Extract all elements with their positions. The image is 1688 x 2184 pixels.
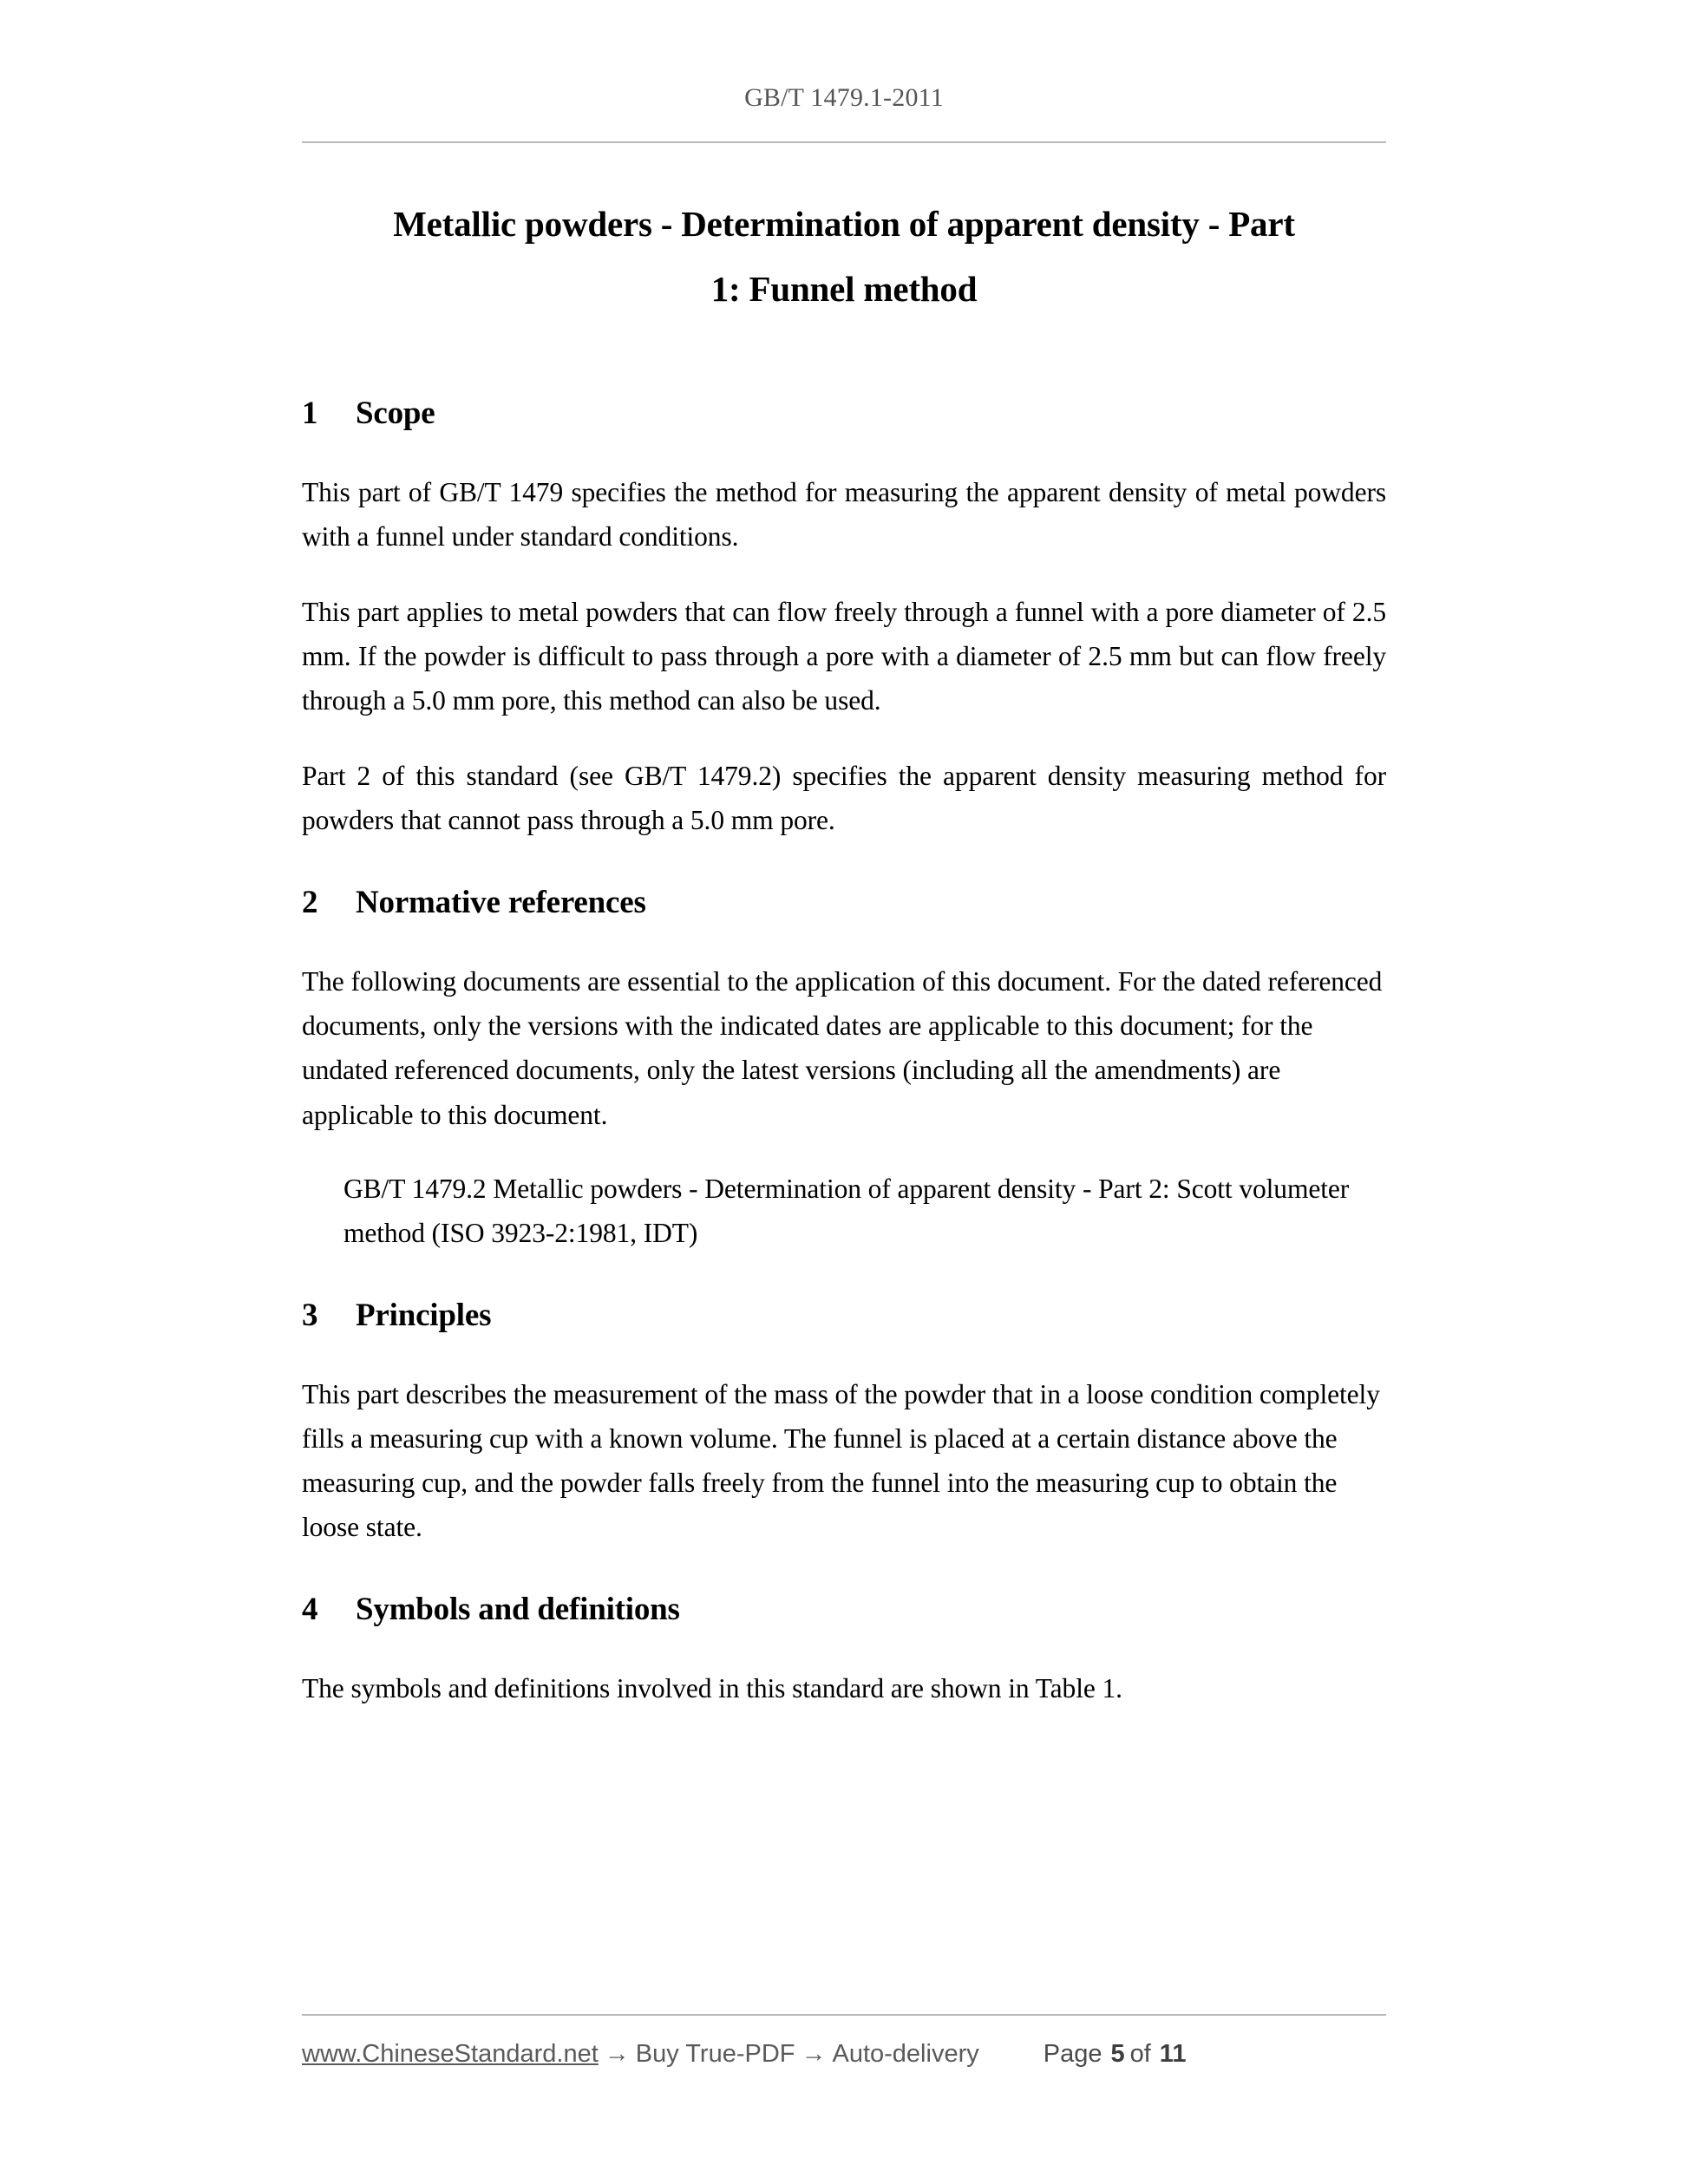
section-heading-principles [302,1297,1386,1334]
page-label: Page [1043,2040,1102,2068]
header-divider-rule [302,141,1386,143]
section-title-4: Symbols and definitions [356,1591,680,1627]
page-title [302,198,1386,315]
section-heading-normative-references [302,884,1386,921]
page-of-label: of [1129,2040,1151,2068]
paragraph-normative-references-1: The following documents are essential to the application of this document. For the dated referenced documents, only the versions with the indicated dates are applicable to this document; for the undated referenced documents, only the latest versions (including all the amendments) are applicable to this document. [302,966,1383,1130]
footer-promo [302,2040,979,2069]
total-page-number: 11 [1159,2040,1187,2068]
normative-reference-entry: GB/T 1479.2 Metallic powders - Determination of apparent density - Part 2: Scott volumeter method (ISO 3923-2:1981, IDT) [343,1173,1350,1248]
right-arrow-icon-2: → [801,2040,827,2068]
current-page-number: 5 [1110,2040,1125,2068]
paragraph-scope-3: Part 2 of this standard (see GB/T 1479.2) specifies the apparent density measuring method for powders that cannot pass through a 5.0 mm pore. [302,761,1386,836]
section-title-3: Principles [356,1297,492,1333]
paragraph-principles-1: This part describes the measurement of the mass of the powder that in a loose condition completely fills a measuring cup with a known volume. The funnel is placed at a certain distance above the measuring cup, and the powder falls freely from the funnel into the measuring cup to obtain the loose state. [302,1378,1380,1542]
paragraph-scope-2: This part applies to metal powders that can flow freely through a funnel with a pore diameter of 2.5 mm. If the powder is difficult to pass through a pore with a diameter of 2.5 mm but can flow freely through a 5.0 mm pore, this method can also be used. [302,597,1386,716]
page-footer [302,2040,1386,2069]
page-title-line-2: 1: Funnel method [710,268,978,309]
right-arrow-icon: → [604,2040,630,2068]
section-title-2: Normative references [356,885,646,921]
section-title-1: Scope [356,396,435,432]
section-number-4: 4 [302,1591,318,1627]
footer-divider-rule [302,2014,1386,2016]
page-title-line-1: Metallic powders - Determination of apparent density - Part [393,204,1295,244]
footer-website-link[interactable]: www.ChineseStandard.net [302,2040,599,2068]
running-header-standard-number: GB/T 1479.1-2011 [744,83,944,112]
paragraph-scope-1: This part of GB/T 1479 specifies the method for measuring the apparent density of metal powders with a funnel under standard conditions. [302,477,1386,553]
section-number-3: 3 [302,1297,318,1333]
section-number-1: 1 [302,396,318,432]
paragraph-symbols-1: The symbols and definitions involved in this standard are shown in Table 1. [302,1672,1122,1703]
section-heading-scope [302,395,1386,432]
document-body [302,198,1386,1710]
page-indicator [1044,2040,1192,2069]
footer-offer-label: Buy True-PDF [635,2040,795,2068]
section-number-2: 2 [302,885,318,921]
footer-delivery-label: Auto-delivery [832,2040,979,2068]
section-heading-symbols-and-definitions [302,1591,1386,1628]
